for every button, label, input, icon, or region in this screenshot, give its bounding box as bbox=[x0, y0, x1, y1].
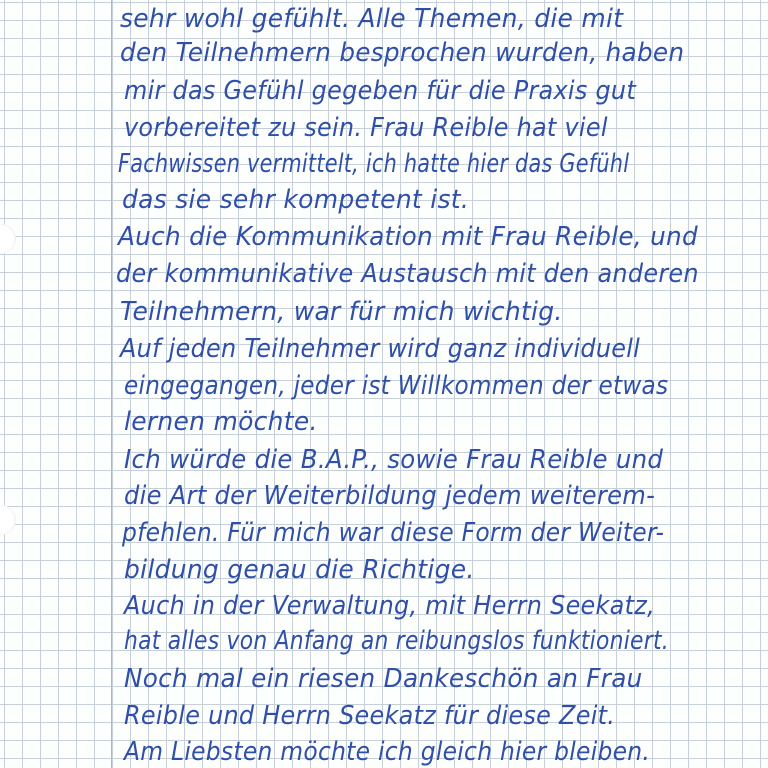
handwritten-line: der kommunikative Austausch mit den anderen bbox=[116, 259, 699, 289]
handwritten-line: Auch in der Verwaltung, mit Herrn Seekatz, bbox=[124, 591, 655, 621]
handwritten-line: hat alles von Anfang an reibungslos funktioniert. bbox=[124, 626, 669, 656]
handwritten-line: Auf jeden Teilnehmer wird ganz individuell bbox=[120, 334, 641, 364]
handwritten-line: pfehlen. Für mich war diese Form der Weiter- bbox=[122, 518, 665, 548]
handwritten-line: Noch mal ein riesen Dankeschön an Frau bbox=[124, 664, 643, 694]
handwritten-line: Am Liebsten möchte ich gleich hier bleiben. bbox=[124, 737, 651, 767]
handwritten-line: mir das Gefühl gegeben für die Praxis gut bbox=[124, 76, 636, 106]
handwritten-line: sehr wohl gefühlt. Alle Themen, die mit bbox=[120, 4, 624, 34]
handwritten-line: eingegangen, jeder ist Willkommen der etwas bbox=[124, 371, 669, 401]
handwritten-line: den Teilnehmern besprochen wurden, haben bbox=[120, 38, 685, 68]
handwritten-line: Auch die Kommunikation mit Frau Reible, und bbox=[118, 222, 698, 252]
handwritten-line: bildung genau die Richtige. bbox=[124, 555, 475, 585]
handwritten-line: vorbereitet zu sein. Frau Reible hat viel bbox=[124, 113, 608, 143]
handwritten-line: Reible und Herrn Seekatz für diese Zeit. bbox=[124, 701, 616, 731]
handwritten-line: Fachwissen vermittelt, ich hatte hier das Gefühl bbox=[118, 149, 630, 179]
handwritten-line: lernen möchte. bbox=[124, 407, 318, 437]
handwritten-line: die Art der Weiterbildung jedem weiterem- bbox=[124, 481, 656, 511]
handwritten-line: Teilnehmern, war für mich wichtig. bbox=[120, 297, 563, 327]
handwritten-line: Ich würde die B.A.P., sowie Frau Reible und bbox=[124, 445, 664, 475]
handwritten-line: das sie sehr kompetent ist. bbox=[122, 185, 470, 215]
